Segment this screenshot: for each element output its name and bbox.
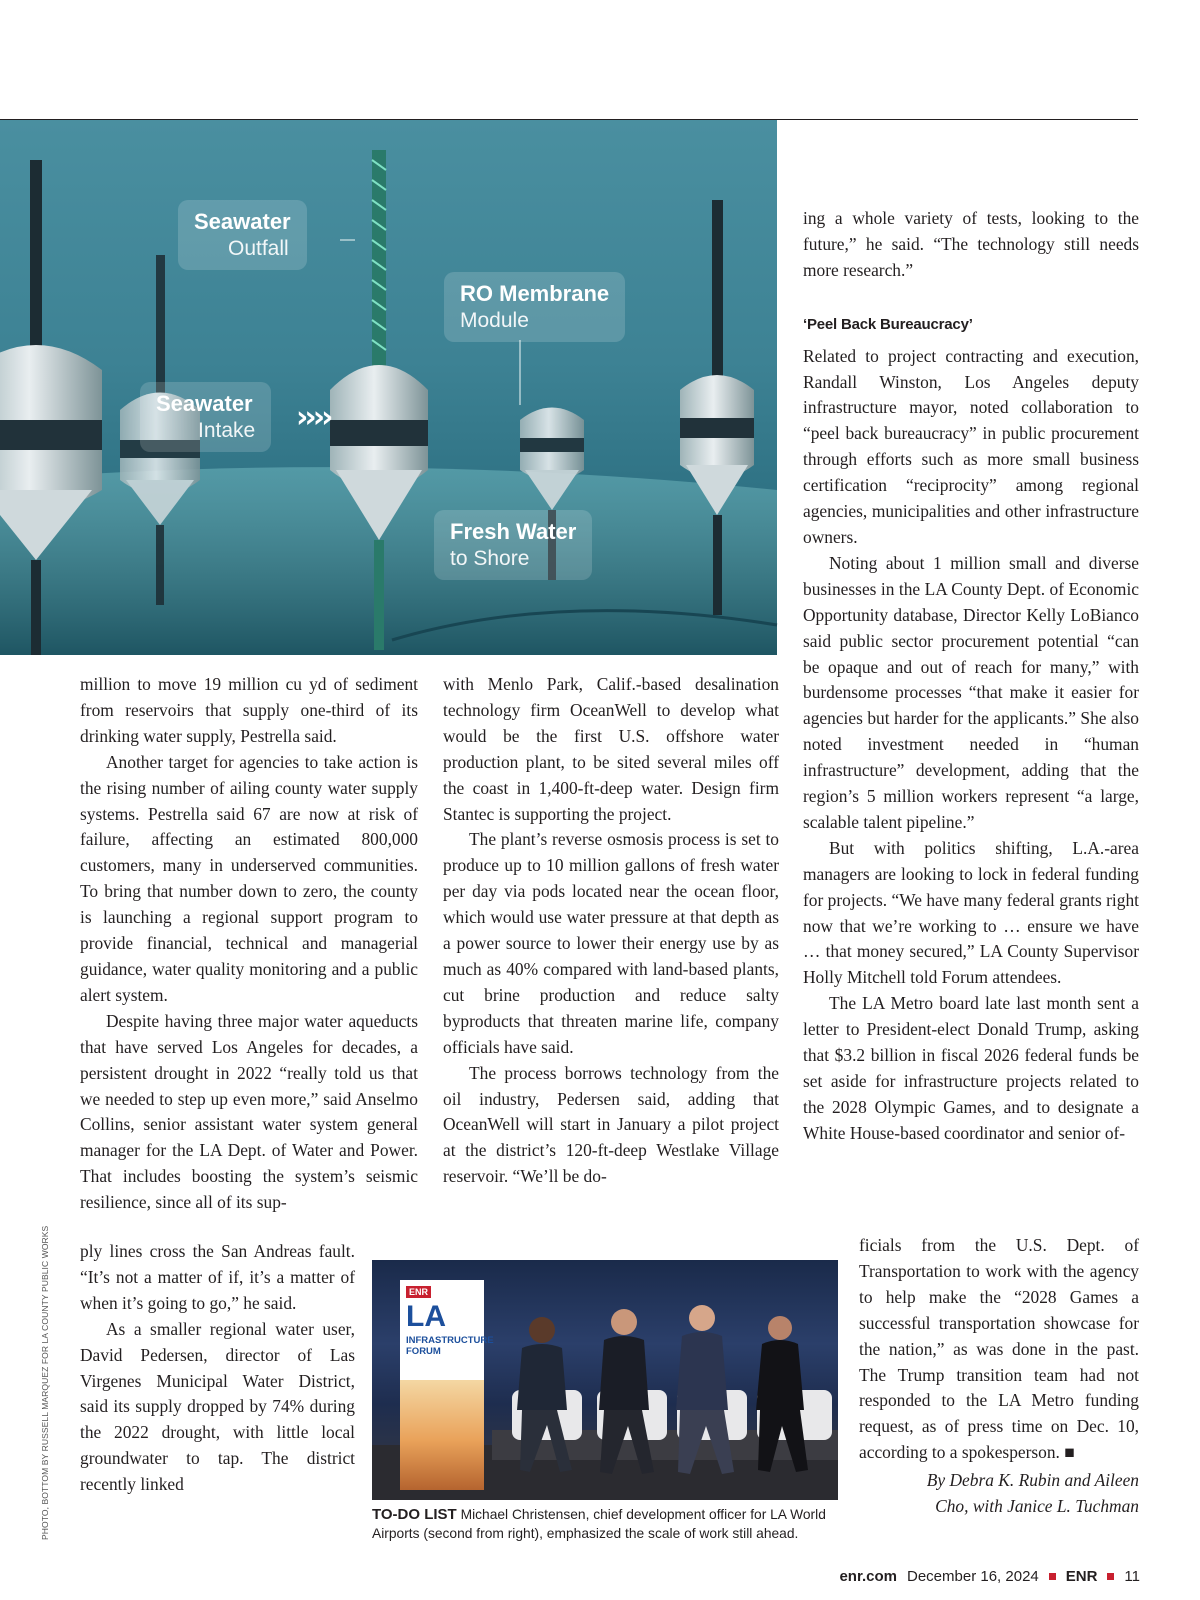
byline-line-1: By Debra K. Rubin and Aileen bbox=[926, 1470, 1139, 1491]
col2-paragraph-2: The plant’s reverse osmosis process is set to produce up to 10 million gallons of fresh water per day via pods located near the ocean floor, which would use water pressure at that depth as a power source to lower their energy use by as much as 40% compared with land-based plants, cut brine production and reduce salty byproducts that threaten marine life, company officials have said. bbox=[443, 829, 779, 1057]
byline bbox=[859, 1468, 1139, 1520]
col3-paragraph-4: The LA Metro board late last month sent a letter to President-elect Donald Trump, asking that $3.2 billion in fiscal 2026 federal funds be set aside for infrastructure projects related to the 2028 Olympic Games, and to designate a White House-based coordinator and senior of- bbox=[803, 993, 1139, 1143]
col1-paragraph-2: Another target for agencies to take action is the rising number of ailing county water supply systems. Pestrella said 67 are now at risk of failure, affecting an estimated 800,000 customers, many in underserved communities. To bring that number down to zero, the county is launching a regional support program to provide financial, technical and managerial guidance, water quality monitoring and a public alert system. bbox=[80, 751, 418, 1005]
caption-text: Michael Christensen, chief development officer for LA World Airports (second from right), emphasized the scale of work still ahead. bbox=[372, 1507, 826, 1541]
byline-line-2: Cho, with Janice L. Tuchman bbox=[935, 1496, 1139, 1517]
article-column-3-continued bbox=[859, 1233, 1139, 1520]
label-fresh-water bbox=[434, 510, 592, 580]
offshore-pods-illustration bbox=[0, 120, 777, 655]
col1-paragraph-3: Despite having three major water aqueducts that have served Los Angeles for decades, a persistent drought in 2022 “really told us that we needed to step up even more,” said Anselmo Collins, senior assistant water system general manager for the LA Dept. of Water and Power. That includes boosting the system’s seismic resilience, since all of its sup- bbox=[80, 1010, 418, 1213]
caption-lead: TO-DO LIST bbox=[372, 1506, 457, 1523]
article-column-2 bbox=[443, 672, 779, 1190]
intake-line1: Seawater bbox=[156, 391, 253, 416]
footer-site: enr.com bbox=[839, 1568, 897, 1585]
membrane-line1: RO Membrane bbox=[460, 281, 610, 306]
label-seawater-intake bbox=[140, 382, 271, 452]
fresh-line1: Fresh Water bbox=[450, 519, 577, 544]
col3-paragraph-3: But with politics shifting, L.A.-area managers are looking to lock in federal funding for projects. “We have many federal grants right now that we’re working to … ensure we have … that money secured,” LA County Supervisor Holly Mitchell told Forum attendees. bbox=[803, 837, 1139, 988]
footer-separator-icon-2 bbox=[1107, 1573, 1114, 1580]
intake-arrows-icon: ›››› bbox=[296, 400, 330, 435]
section-subhead: ‘Peel Back Bureaucracy’ bbox=[803, 315, 973, 333]
outfall-line2: Outfall bbox=[228, 236, 289, 260]
label-ro-membrane bbox=[444, 272, 625, 342]
banner-skyline-image bbox=[400, 1380, 484, 1490]
banner-forum-line-2: FORUM bbox=[406, 1345, 441, 1357]
intake-line2: Intake bbox=[198, 418, 256, 442]
article-column-3 bbox=[803, 206, 1139, 1147]
col1b-paragraph-2: As a smaller regional water user, David Pedersen, director of Las Virgenes Municipal Water District, said its supply dropped by 74% during the 2022 drought, with little local groundwater to tap. The district recently linked bbox=[80, 1318, 355, 1495]
footer-date: December 16, 2024 bbox=[907, 1568, 1039, 1585]
banner-forum-line-1: INFRASTRUCTURE bbox=[406, 1335, 494, 1346]
panel-photo bbox=[372, 1260, 838, 1500]
page-number: 11 bbox=[1124, 1568, 1140, 1585]
fresh-line2: to Shore bbox=[450, 546, 530, 570]
col3-paragraph-2: Noting about 1 million small and diverse businesses in the LA County Dept. of Economic Opportunity database, Director Kelly LoBianco said public sector procurement potential “can be opaque and out of reach for many,” with burdensome processes “that make it easier for agencies but harder for the applicants.” She also noted investment needed in “human infrastructure” development, adding that the region’s 5 million workers represent “a large, scalable talent pipeline.” bbox=[803, 552, 1139, 832]
footer-separator-icon bbox=[1049, 1573, 1056, 1580]
article-column-1 bbox=[80, 672, 418, 1216]
forum-banner bbox=[400, 1280, 494, 1490]
col3b-paragraph: ficials from the U.S. Dept. of Transportation to work with the agency to help make the “2028 Games a successful transportation showcase for the nation,” as was done in the past. The Trump transition team had not responded to the LA Metro funding request, as of press time on Dec. 10, according to a spokesperson. ■ bbox=[859, 1235, 1139, 1463]
article-column-1-continued bbox=[80, 1239, 355, 1498]
banner-forum-title bbox=[406, 1336, 494, 1358]
col2-paragraph-3: The process borrows technology from the oil industry, Pedersen said, adding that OceanWell will start in January a pilot project at the district’s 120-ft-deep Westlake Village reservoir. “We’ll be do- bbox=[443, 1062, 779, 1187]
col3-intro: ing a whole variety of tests, looking to the future,” he said. “The technology still needs more research.” bbox=[803, 208, 1139, 280]
col1-paragraph-1: million to move 19 million cu yd of sediment from reservoirs that supply one-third of its drinking water supply, Pestrella said. bbox=[80, 674, 418, 746]
photo-credit: PHOTO, BOTTOM BY RUSSELL MARQUEZ FOR LA COUNTY PUBLIC WORKS bbox=[40, 1225, 50, 1540]
page-footer bbox=[839, 1568, 1140, 1585]
label-seawater-outfall bbox=[178, 200, 307, 270]
photo-caption bbox=[372, 1505, 842, 1543]
col1b-paragraph-1: ply lines cross the San Andreas fault. “It’s not a matter of if, it’s a matter of when it’s going to go,” he said. bbox=[80, 1241, 355, 1313]
membrane-line2: Module bbox=[460, 308, 529, 332]
footer-brand: ENR bbox=[1065, 1568, 1098, 1585]
outfall-line1: Seawater bbox=[194, 209, 291, 234]
banner-enr-logo: ENR bbox=[406, 1286, 431, 1298]
pods-artwork bbox=[0, 120, 777, 655]
col3-paragraph-1: Related to project contracting and execution, Randall Winston, Los Angeles deputy infrastructure mayor, noted collaboration to “peel back bureaucracy” in public procurement through efforts such as more small business certification “reciprocity” among regional agencies, municipalities and other infrastructure owners. bbox=[803, 345, 1139, 547]
col2-paragraph-1: with Menlo Park, Calif.-based desalination technology firm OceanWell to develop what would be the first U.S. offshore water production plant, to be sited several miles off the coast in 1,400-ft-deep water. Design firm Stantec is supporting the project. bbox=[443, 674, 779, 824]
banner-la: LA bbox=[406, 1300, 446, 1333]
